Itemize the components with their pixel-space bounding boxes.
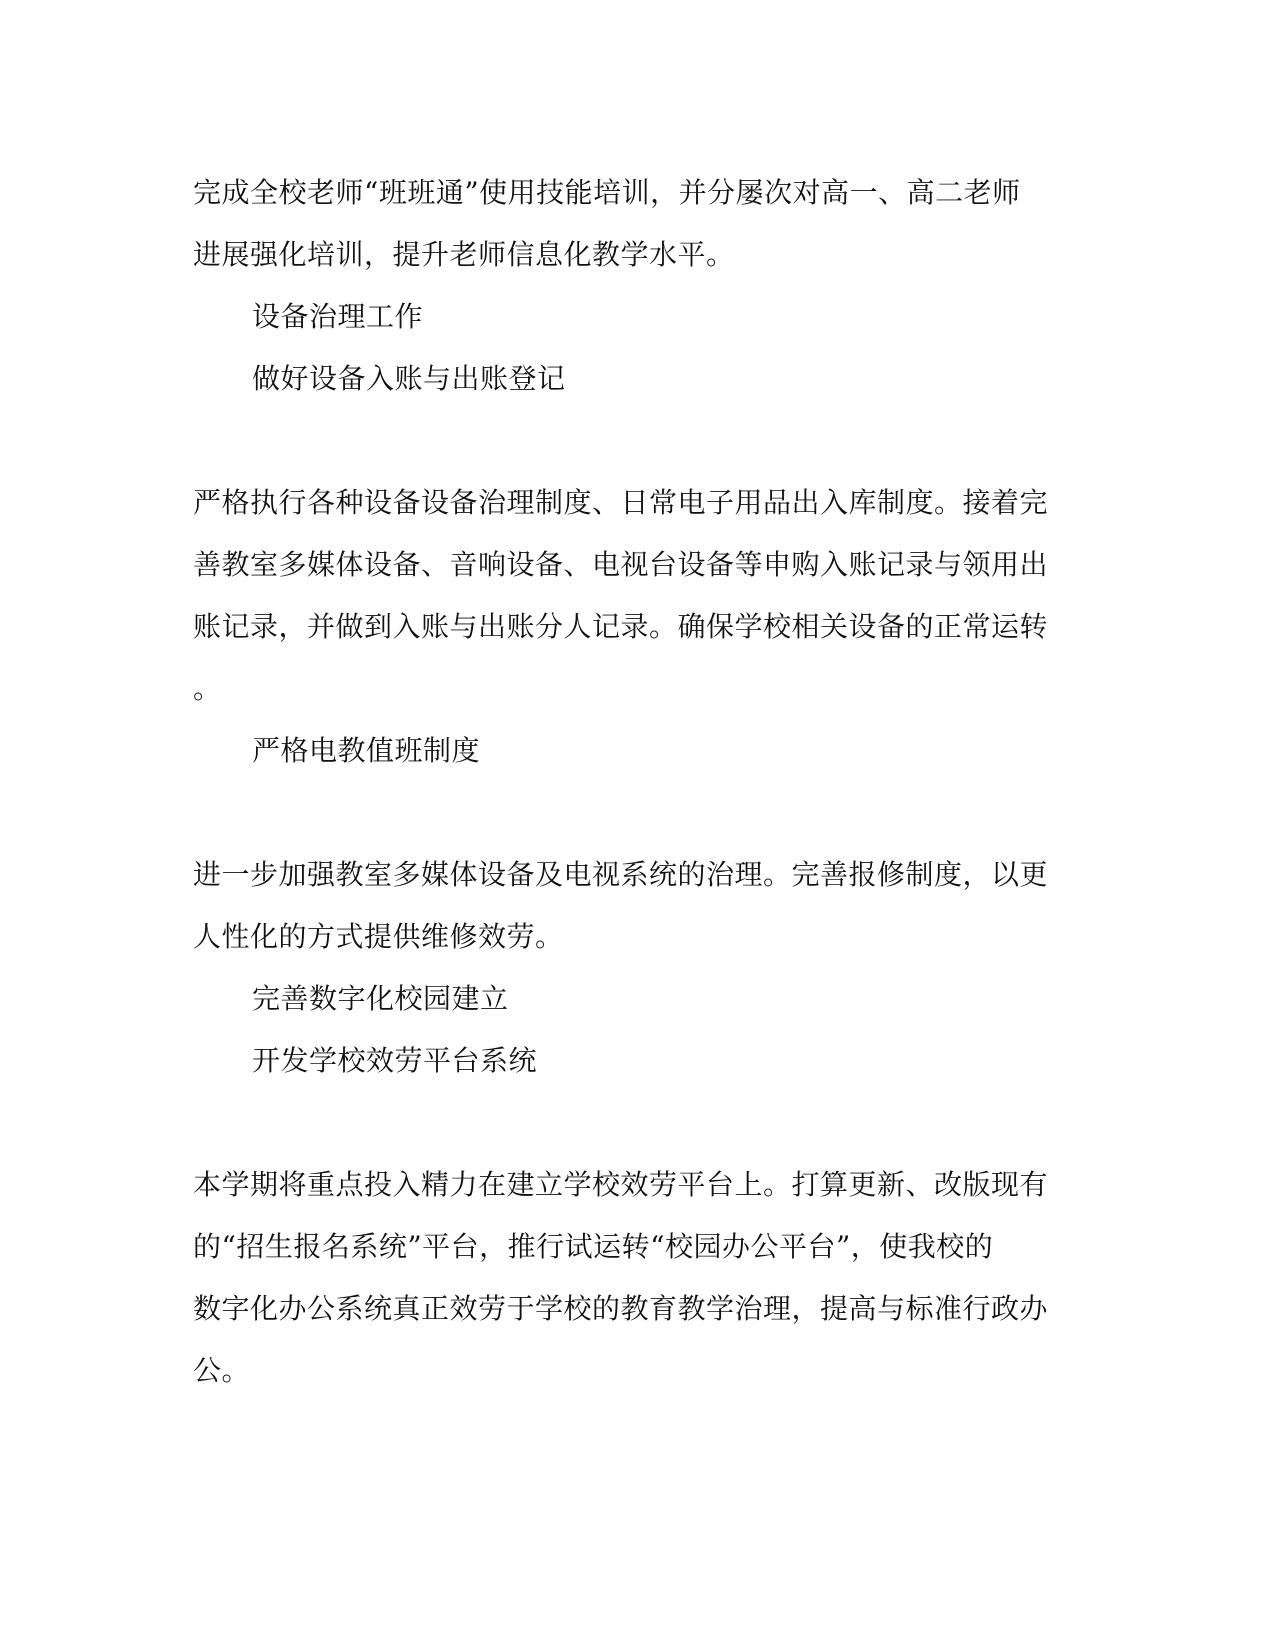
section-heading: 设备治理工作	[252, 300, 424, 333]
paragraph-line: 进展强化培训，提升老师信息化教学水平。	[193, 238, 735, 271]
paragraph-line: 的“招生报名系统”平台，推行试运转“校园办公平台”，使我校的	[193, 1230, 994, 1263]
paragraph-line: 进一步加强教室多媒体设备及电视系统的治理。完善报修制度，以更	[193, 858, 1049, 891]
subsection-heading: 严格电教值班制度	[252, 734, 481, 767]
paragraph-line: 账记录，并做到入账与出账分人记录。确保学校相关设备的正常运转	[193, 610, 1049, 643]
paragraph-line: 人性化的方式提供维修效劳。	[193, 920, 564, 953]
paragraph-line: 善教室多媒体设备、音响设备、电视台设备等申购入账记录与领用出	[193, 548, 1049, 581]
subsection-heading: 开发学校效劳平台系统	[252, 1044, 538, 1077]
paragraph-line: 公。	[193, 1354, 251, 1387]
paragraph-line: 本学期将重点投入精力在建立学校效劳平台上。打算更新、改版现有	[193, 1168, 1049, 1201]
paragraph-line: 完成全校老师“班班通”使用技能培训，并分屡次对高一、高二老师	[193, 176, 1021, 209]
section-heading: 完善数字化校园建立	[252, 982, 509, 1015]
paragraph-line: 。	[193, 672, 222, 705]
paragraph-line: 数字化办公系统真正效劳于学校的教育教学治理，提高与标准行政办	[193, 1292, 1049, 1325]
paragraph-line: 严格执行各种设备设备治理制度、日常电子用品出入库制度。接着完	[193, 486, 1049, 519]
subsection-heading: 做好设备入账与出账登记	[252, 362, 566, 395]
